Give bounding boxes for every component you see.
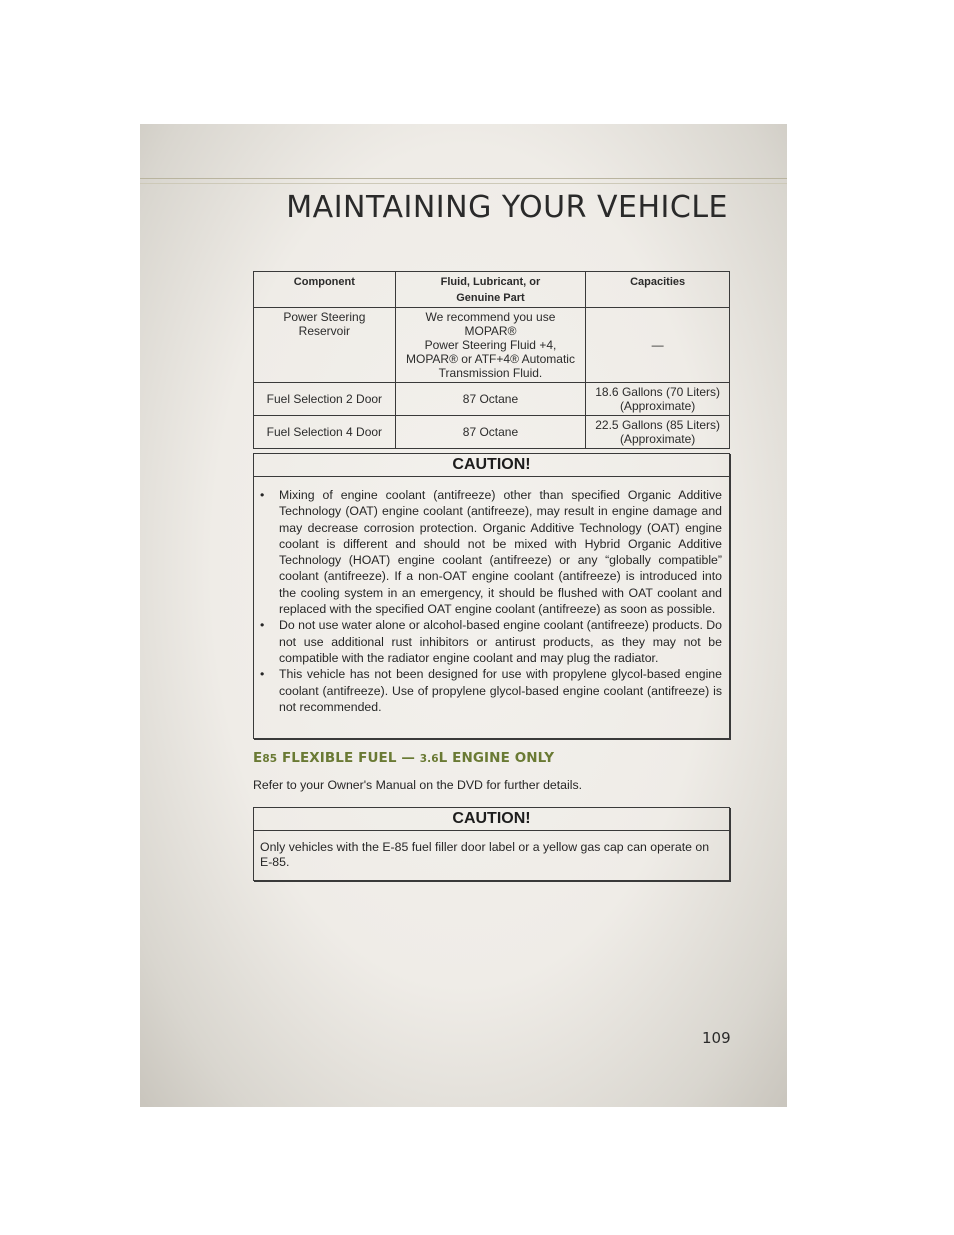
- section-note: Refer to your Owner's Manual on the DVD for further details.: [253, 778, 583, 792]
- capacity-cell: [586, 383, 730, 416]
- section-heading: [253, 750, 554, 766]
- component-line: Reservoir: [298, 324, 351, 338]
- capacity-cell: [586, 416, 730, 449]
- header-fluid-line1: Fluid, Lubricant, or: [440, 276, 541, 288]
- header-fluid: [395, 272, 586, 308]
- table-row: [254, 383, 730, 416]
- component-cell: Fuel Selection 2 Door: [254, 383, 396, 416]
- header-capacities: Capacities: [586, 272, 730, 308]
- fluid-line: Transmission Fluid.: [438, 366, 543, 380]
- component-cell: Fuel Selection 4 Door: [254, 416, 396, 449]
- coolant-caution-box: [253, 453, 730, 739]
- caution-heading: CAUTION!: [254, 808, 729, 831]
- bullet-symbol: •: [260, 488, 265, 502]
- table-header-row: [254, 272, 730, 308]
- bullet-symbol: •: [260, 618, 265, 633]
- bullet-text: This vehicle has not been designed for use with propylene glycol-based engine coolant (antifreeze). Use of propylene glycol-based engine coolant (antifreeze) is not recommended.: [279, 667, 722, 714]
- heading-engine: 3.6: [419, 753, 439, 765]
- bullet-text: Do not use water alone or alcohol-based engine coolant (antifreeze) products. Do not use additional rust inhibitors or antirust products, as they may not be compatible with the radiator engine coolant and may plug the radiator.: [279, 618, 722, 665]
- fluid-line: We recommend you use MOPAR®: [425, 310, 556, 338]
- header-rule-bottom: [140, 183, 787, 184]
- fluid-cell: [395, 308, 586, 383]
- fluid-line: MOPAR® or ATF+4® Automatic: [405, 352, 575, 366]
- bullet-item: [260, 487, 722, 617]
- component-line: Power Steering: [283, 310, 366, 324]
- bullet-item: [260, 617, 722, 666]
- bullet-symbol: •: [260, 667, 265, 682]
- component-cell: [254, 308, 396, 383]
- e85-caution-box: [253, 807, 730, 881]
- table-row: [254, 308, 730, 383]
- caution-bullet-list: [254, 477, 729, 715]
- fluid-line: Power Steering Fluid +4,: [424, 338, 557, 352]
- page-title: MAINTAINING YOUR VEHICLE: [286, 190, 728, 225]
- header-rule-top: [140, 178, 787, 179]
- heading-suffix: L ENGINE ONLY: [438, 750, 555, 766]
- capacity-line: (Approximate): [619, 399, 696, 413]
- capacity-cell: —: [586, 308, 730, 383]
- heading-number: 85: [262, 753, 278, 765]
- bullet-item: [260, 666, 722, 715]
- caution-body: Only vehicles with the E-85 fuel filler door label or a yellow gas cap can operate on E-85.: [260, 840, 710, 869]
- fluid-cell: 87 Octane: [395, 383, 586, 416]
- header-fluid-line2: Genuine Part: [456, 292, 525, 304]
- manual-page: [140, 124, 787, 1107]
- table-row: [254, 416, 730, 449]
- page-number: 109: [702, 1029, 731, 1047]
- fluid-capacities-table: [253, 271, 730, 449]
- heading-middle: FLEXIBLE FUEL —: [277, 750, 420, 766]
- caution-heading: CAUTION!: [254, 454, 729, 477]
- fluid-cell: 87 Octane: [395, 416, 586, 449]
- capacity-line: (Approximate): [619, 432, 696, 446]
- header-component: Component: [254, 272, 396, 308]
- bullet-text: Mixing of engine coolant (antifreeze) other than specified Organic Additive Technology (OAT) engine coolant (antifreeze), may result in engine damage and may decrease corrosion protection. Organic Additive Technology (OAT) engine coolant is different and should not be mixed with Hybrid Organic Additive Technology (HOAT) engine coolant (antifreeze) or any “globally compatible” coolant (antifreeze). If a non-OAT engine coolant (antifreeze) is introduced into the cooling system in an emergency, it should be flushed with OAT coolant and replaced with the specified OAT engine coolant (antifreeze) as soon as possible.: [279, 488, 722, 617]
- heading-prefix: E: [253, 750, 263, 766]
- capacity-line: 18.6 Gallons (70 Liters): [595, 385, 720, 399]
- capacity-line: 22.5 Gallons (85 Liters): [595, 418, 720, 432]
